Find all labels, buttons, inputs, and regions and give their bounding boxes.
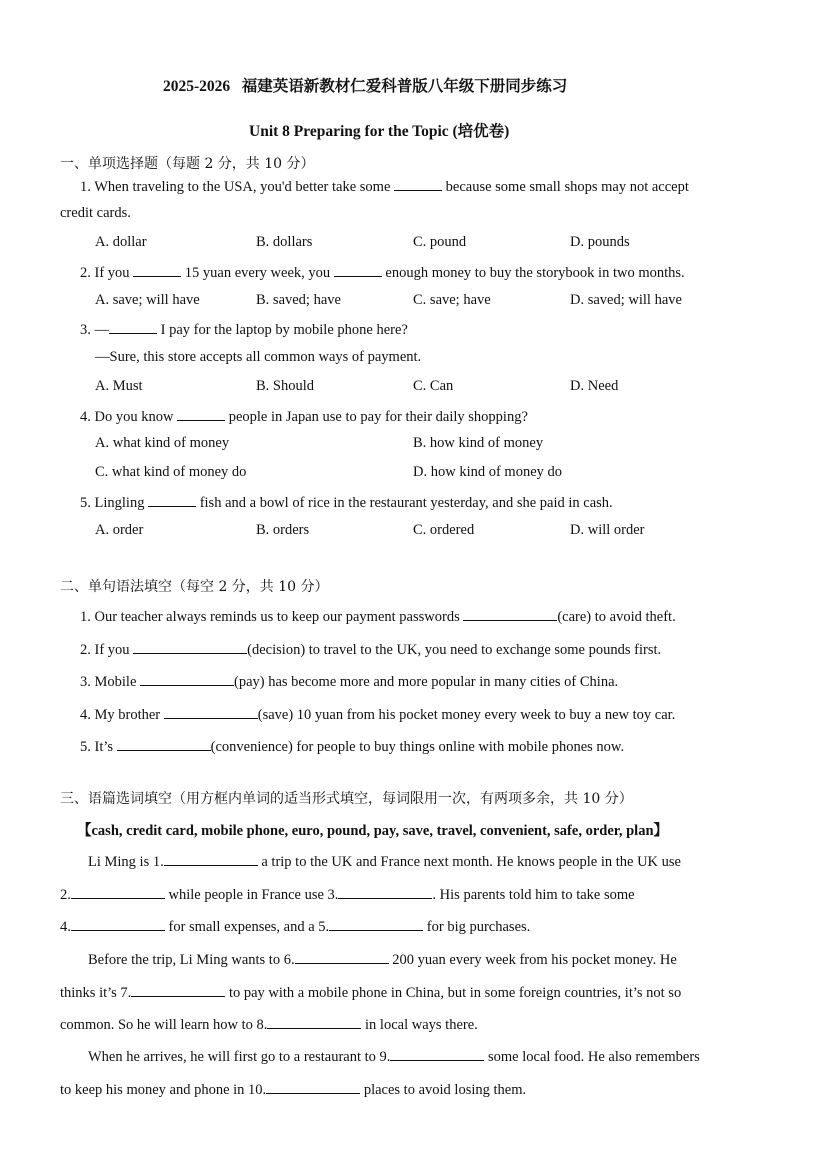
s2-item1-a: 1. Our teacher always reminds us to keep our payment passwords	[80, 609, 460, 625]
answer-blank[interactable]	[338, 885, 432, 899]
page-title-line1	[163, 74, 567, 96]
answer-blank[interactable]	[334, 263, 382, 277]
answer-blank[interactable]	[133, 263, 181, 277]
answer-blank[interactable]	[133, 640, 247, 654]
p2-l1a: Before the trip, Li Ming wants to 6.	[88, 952, 295, 968]
answer-blank[interactable]	[390, 1047, 484, 1061]
p2-line2	[60, 983, 681, 1002]
section1-heading: 一、单项选择题（每题 2 分，共 10 分）	[60, 156, 315, 172]
s1-q1-line2: credit cards.	[60, 205, 131, 221]
title-year: 2025-2026	[163, 78, 231, 95]
answer-blank[interactable]	[117, 737, 211, 751]
s2-item5	[80, 737, 624, 756]
p3-l1a: When he arrives, he will first go to a restaurant to 9.	[88, 1049, 391, 1065]
s1-q2-a: 2. If you	[80, 265, 130, 281]
s1-q4-option-d[interactable]: D. how kind of money do	[413, 464, 563, 480]
p2-l3b: in local ways there.	[365, 1017, 478, 1033]
s2-item4-a: 4. My brother	[80, 707, 161, 723]
section2-heading: 二、单句语法填空（每空 2 分，共 10 分）	[60, 579, 329, 595]
answer-blank[interactable]	[394, 177, 442, 191]
answer-blank[interactable]	[164, 705, 258, 719]
s1-q2-option-c[interactable]: C. save; have	[413, 292, 491, 308]
answer-blank[interactable]	[164, 852, 258, 866]
page-subtitle: Unit 8 Preparing for the Topic (培优卷)	[249, 123, 510, 140]
s1-q5-b: fish and a bowl of rice in the restaurant yesterday, and she paid in cash.	[199, 495, 613, 511]
p1-l1b: a trip to the UK and France next month. He knows people in the UK use	[261, 854, 681, 870]
p3-line1	[88, 1047, 700, 1066]
s1-q4-option-c[interactable]: C. what kind of money do	[95, 464, 247, 480]
s1-q2-c: enough money to buy the storybook in two months.	[385, 265, 685, 281]
s1-q2-option-a[interactable]: A. save; will have	[95, 292, 200, 308]
answer-blank[interactable]	[109, 320, 157, 334]
s1-q1-option-d[interactable]: D. pounds	[570, 234, 630, 250]
s1-q3-b: I pay for the laptop by mobile phone here?	[160, 322, 408, 338]
answer-blank[interactable]	[329, 917, 423, 931]
s1-q1-option-b[interactable]: B. dollars	[256, 234, 313, 250]
s1-q2-b: 15 yuan every week, you	[184, 265, 331, 281]
s2-item3-a: 3. Mobile	[80, 674, 137, 690]
s1-q2-option-b[interactable]: B. saved; have	[256, 292, 341, 308]
s1-q5-option-a[interactable]: A. order	[95, 522, 144, 538]
p1-l2a: 2.	[60, 887, 71, 903]
p3-l2a: to keep his money and phone in 10.	[60, 1082, 267, 1098]
p2-l2a: thinks it’s 7.	[60, 985, 132, 1001]
s1-q2-option-d[interactable]: D. saved; will have	[570, 292, 682, 308]
answer-blank[interactable]	[463, 607, 557, 621]
s2-item3	[80, 672, 618, 691]
word-box: 【cash, credit card, mobile phone, euro, pound, pay, save, travel, convenient, safe, order, plan】	[77, 823, 669, 839]
s1-q3-a: 3. —	[80, 322, 109, 338]
answer-blank[interactable]	[140, 672, 234, 686]
s2-item4	[80, 705, 675, 724]
p2-line3	[60, 1015, 478, 1034]
s1-q5-line1	[80, 493, 613, 512]
answer-blank[interactable]	[295, 950, 389, 964]
p2-line1	[88, 950, 677, 969]
s1-q4-option-a[interactable]: A. what kind of money	[95, 435, 230, 451]
s2-item4-b: (save) 10 yuan from his pocket money every week to buy a new toy car.	[257, 707, 676, 723]
p1-l2b: while people in France use 3.	[168, 887, 339, 903]
s1-q5-option-d[interactable]: D. will order	[570, 522, 645, 538]
p2-l2b: to pay with a mobile phone in China, but in some foreign countries, it’s not so	[228, 985, 682, 1001]
s2-item2-a: 2. If you	[80, 642, 130, 658]
s2-item3-b: (pay) has become more and more popular in many cities of China.	[234, 674, 619, 690]
s2-item5-b: (convenience) for people to buy things online with mobile phones now.	[210, 739, 625, 755]
p3-l2b: places to avoid losing them.	[363, 1082, 527, 1098]
s2-item1	[80, 607, 676, 626]
p1-l3c: for big purchases.	[426, 919, 531, 935]
s1-q1-option-c[interactable]: C. pound	[413, 234, 467, 250]
answer-blank[interactable]	[71, 885, 165, 899]
s1-q2-line1	[80, 263, 685, 282]
p1-line1	[88, 852, 681, 871]
s1-q5-a: 5. Lingling	[80, 495, 145, 511]
s1-q3-option-c[interactable]: C. Can	[413, 378, 454, 394]
p3-l1b: some local food. He also remembers	[488, 1049, 700, 1065]
s1-q3-option-a[interactable]: A. Must	[95, 378, 143, 394]
s1-q1-option-a[interactable]: A. dollar	[95, 234, 147, 250]
s2-item1-b: (care) to avoid theft.	[557, 609, 676, 625]
p1-l1a: Li Ming is 1.	[88, 854, 164, 870]
s1-q1-a: 1. When traveling to the USA, you'd better take some	[80, 179, 391, 195]
title-text: 福建英语新教材仁爱科普版八年级下册同步练习	[241, 78, 568, 95]
p1-line2	[60, 885, 635, 904]
section3-heading: 三、语篇选词填空（用方框内单词的适当形式填空，每词限用一次，有两项多余，共 10 分）	[60, 791, 633, 807]
p3-line2	[60, 1080, 526, 1099]
s1-q3-option-d[interactable]: D. Need	[570, 378, 619, 394]
s1-q1-b: because some small shops may not accept	[445, 179, 689, 195]
p1-l2c: . His parents told him to take some	[432, 887, 635, 903]
s1-q5-option-c[interactable]: C. ordered	[413, 522, 475, 538]
s1-q3-line1	[80, 320, 408, 339]
s1-q4-line1	[80, 407, 528, 426]
p2-l1b: 200 yuan every week from his pocket money. He	[392, 952, 677, 968]
p2-l3a: common. So he will learn how to 8.	[60, 1017, 268, 1033]
answer-blank[interactable]	[177, 407, 225, 421]
p1-line3	[60, 917, 530, 936]
s1-q3-line2: —Sure, this store accepts all common ways of payment.	[95, 349, 422, 365]
answer-blank[interactable]	[131, 983, 225, 997]
s1-q5-option-b[interactable]: B. orders	[256, 522, 310, 538]
s1-q4-option-b[interactable]: B. how kind of money	[413, 435, 544, 451]
answer-blank[interactable]	[266, 1080, 360, 1094]
answer-blank[interactable]	[267, 1015, 361, 1029]
p1-l3a: 4.	[60, 919, 71, 935]
s1-q4-b: people in Japan use to pay for their daily shopping?	[228, 409, 528, 425]
s1-q3-option-b[interactable]: B. Should	[256, 378, 315, 394]
answer-blank[interactable]	[71, 917, 165, 931]
answer-blank[interactable]	[148, 493, 196, 507]
s2-item2-b: (decision) to travel to the UK, you need to exchange some pounds first.	[247, 642, 662, 658]
s2-item5-a: 5. It’s	[80, 739, 114, 755]
s2-item2	[80, 640, 661, 659]
s1-q4-a: 4. Do you know	[80, 409, 174, 425]
p1-l3b: for small expenses, and a 5.	[168, 919, 330, 935]
s1-q1-line1	[80, 177, 689, 196]
